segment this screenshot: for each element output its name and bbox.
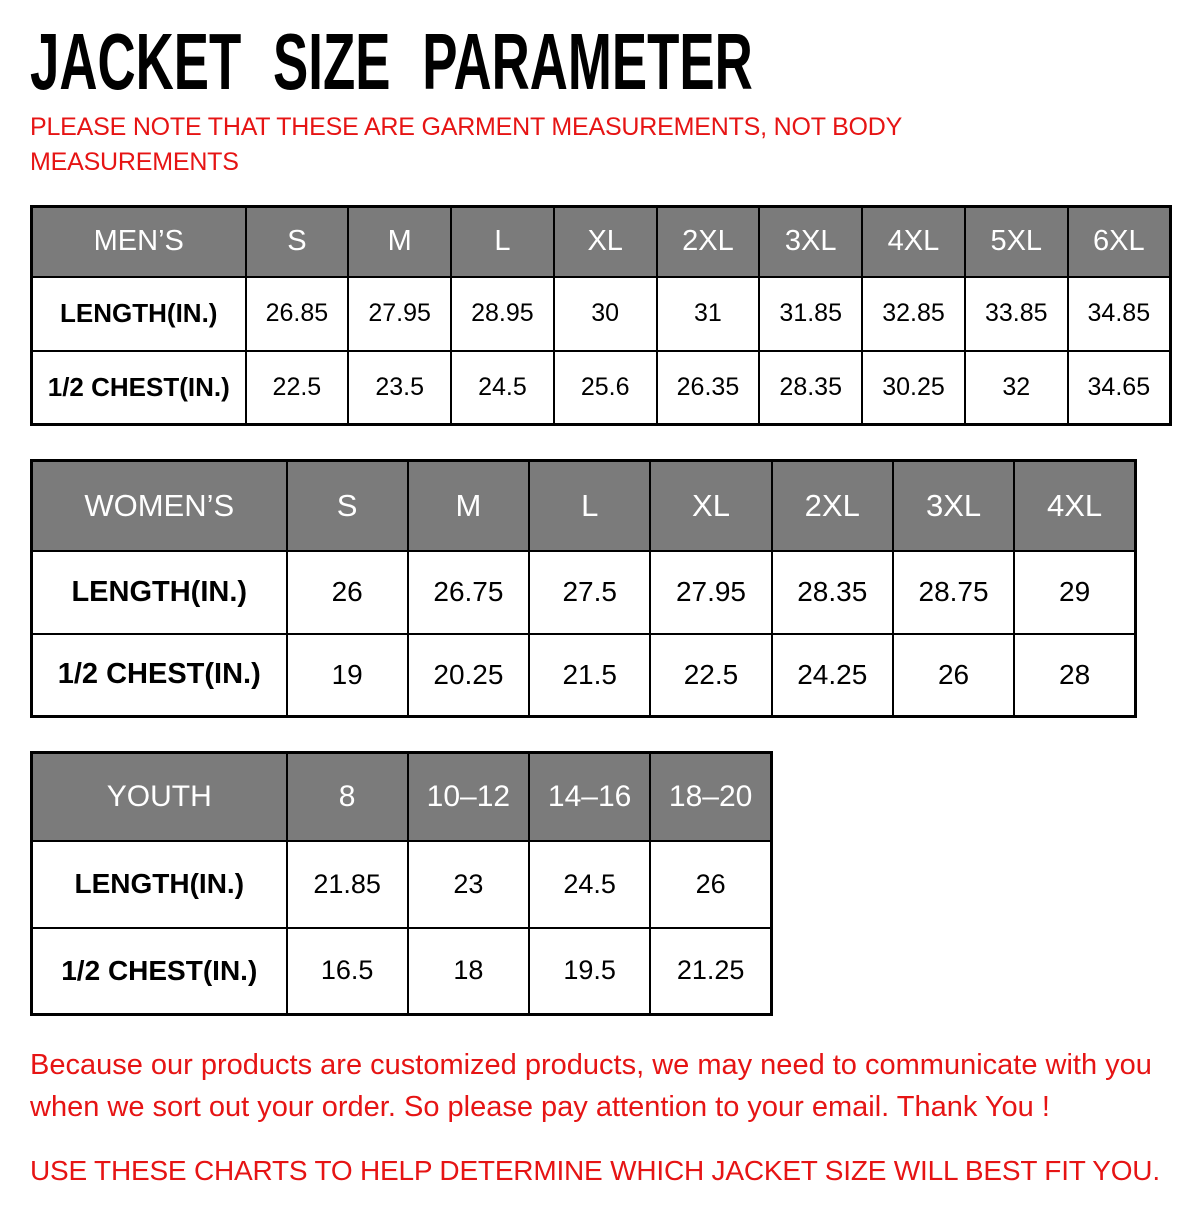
table-title-cell: WOMEN’S [32, 461, 287, 551]
measurement-value-cell: 24.5 [529, 841, 650, 928]
size-header-cell: 3XL [893, 461, 1014, 551]
measurement-value-cell: 22.5 [246, 351, 349, 425]
measurement-value-cell: 34.85 [1068, 277, 1171, 351]
measurement-value-cell: 32.85 [862, 277, 965, 351]
row-label-cell: 1/2 CHEST(IN.) [32, 351, 246, 425]
measurement-value-cell: 28 [1014, 634, 1135, 717]
measurement-value-cell: 22.5 [650, 634, 771, 717]
size-header-cell: 4XL [862, 207, 965, 277]
measurement-value-cell: 30.25 [862, 351, 965, 425]
measurement-value-cell: 23.5 [348, 351, 451, 425]
size-header-cell: 2XL [657, 207, 760, 277]
size-header-cell: M [348, 207, 451, 277]
measurement-value-cell: 32 [965, 351, 1068, 425]
measurement-value-cell: 19.5 [529, 928, 650, 1015]
row-label-cell: LENGTH(IN.) [32, 551, 287, 634]
size-header-cell: 5XL [965, 207, 1068, 277]
size-header-cell: L [529, 461, 650, 551]
size-header-cell: 18–20 [650, 753, 771, 841]
measurement-value-cell: 21.25 [650, 928, 771, 1015]
size-header-cell: M [408, 461, 529, 551]
measurement-value-cell: 18 [408, 928, 529, 1015]
garment-measurement-note: PLEASE NOTE THAT THESE ARE GARMENT MEASUREMENTS, NOT BODY MEASUREMENTS [30, 113, 902, 176]
page-title: JACKET SIZE PARAMETER [30, 17, 753, 106]
size-header-cell: 4XL [1014, 461, 1135, 551]
size-header-cell: 14–16 [529, 753, 650, 841]
size-header-cell: 8 [287, 753, 408, 841]
mens-size-table [30, 205, 1172, 426]
measurement-value-cell: 30 [554, 277, 657, 351]
measurement-value-cell: 28.35 [759, 351, 862, 425]
measurement-value-cell: 21.5 [529, 634, 650, 717]
fit-instruction: USE THESE CHARTS TO HELP DETERMINE WHICH JACKET SIZE WILL BEST FIT YOU. [30, 1155, 1160, 1187]
measurement-row [32, 351, 1171, 425]
measurement-value-cell: 28.35 [772, 551, 893, 634]
row-label-cell: 1/2 CHEST(IN.) [32, 928, 287, 1015]
measurement-row [32, 634, 1136, 717]
customization-notice: Because our products are customized products, we may need to communicate with you when we sort out your order. So please pay attention to your email. Thank You ! [30, 1049, 1152, 1124]
measurement-value-cell: 31 [657, 277, 760, 351]
measurement-row [32, 551, 1136, 634]
youth-size-table [30, 751, 773, 1016]
measurement-value-cell: 26 [650, 841, 771, 928]
measurement-value-cell: 27.95 [348, 277, 451, 351]
table-title-cell: YOUTH [32, 753, 287, 841]
measurement-row [32, 841, 772, 928]
measurement-value-cell: 29 [1014, 551, 1135, 634]
measurement-value-cell: 26 [287, 551, 408, 634]
measurement-value-cell: 24.25 [772, 634, 893, 717]
measurement-value-cell: 28.75 [893, 551, 1014, 634]
header-row [32, 207, 1171, 277]
measurement-value-cell: 24.5 [451, 351, 554, 425]
size-header-cell: 2XL [772, 461, 893, 551]
measurement-row [32, 928, 772, 1015]
size-header-cell: 10–12 [408, 753, 529, 841]
measurement-row [32, 277, 1171, 351]
table-title-cell: MEN’S [32, 207, 246, 277]
header-row [32, 753, 772, 841]
row-label-cell: LENGTH(IN.) [32, 277, 246, 351]
size-header-cell: L [451, 207, 554, 277]
measurement-value-cell: 26.85 [246, 277, 349, 351]
measurement-value-cell: 23 [408, 841, 529, 928]
size-header-cell: 3XL [759, 207, 862, 277]
size-header-cell: 6XL [1068, 207, 1171, 277]
measurement-value-cell: 27.5 [529, 551, 650, 634]
size-header-cell: S [246, 207, 349, 277]
size-header-cell: XL [650, 461, 771, 551]
measurement-value-cell: 26.35 [657, 351, 760, 425]
measurement-value-cell: 16.5 [287, 928, 408, 1015]
size-header-cell: XL [554, 207, 657, 277]
measurement-value-cell: 26.75 [408, 551, 529, 634]
measurement-value-cell: 33.85 [965, 277, 1068, 351]
row-label-cell: LENGTH(IN.) [32, 841, 287, 928]
header-row [32, 461, 1136, 551]
measurement-value-cell: 19 [287, 634, 408, 717]
measurement-value-cell: 27.95 [650, 551, 771, 634]
row-label-cell: 1/2 CHEST(IN.) [32, 634, 287, 717]
size-chart-page [0, 17, 1200, 1224]
measurement-value-cell: 25.6 [554, 351, 657, 425]
measurement-value-cell: 28.95 [451, 277, 554, 351]
measurement-value-cell: 31.85 [759, 277, 862, 351]
womens-size-table [30, 459, 1137, 718]
measurement-value-cell: 34.65 [1068, 351, 1171, 425]
size-header-cell: S [287, 461, 408, 551]
measurement-value-cell: 21.85 [287, 841, 408, 928]
measurement-value-cell: 20.25 [408, 634, 529, 717]
measurement-value-cell: 26 [893, 634, 1014, 717]
